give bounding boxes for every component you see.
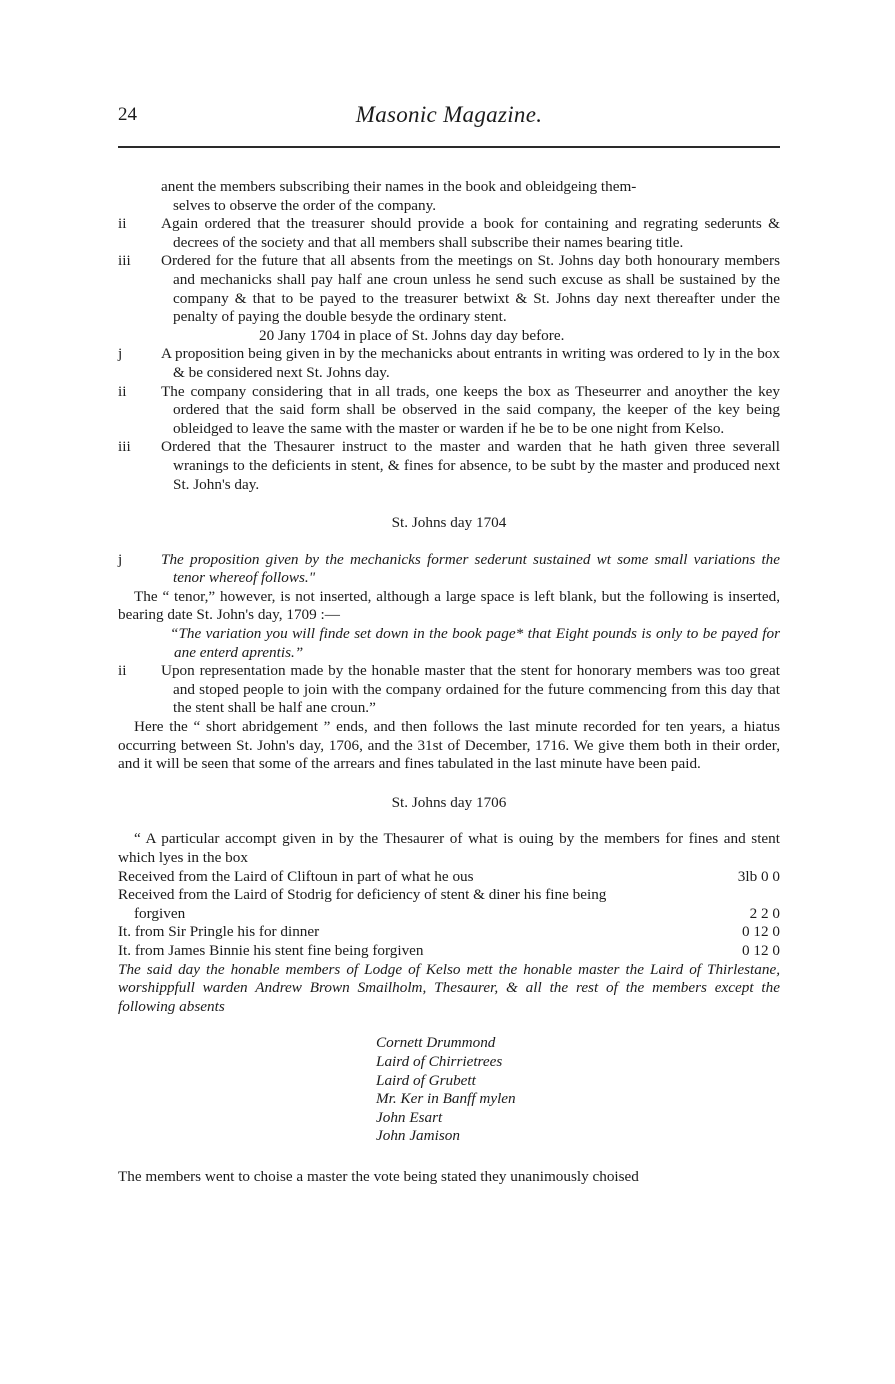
accounts-list — [118, 868, 780, 961]
page-body — [118, 178, 780, 1202]
date-line: 20 Jany 1704 in place of St. Johns day day before. — [259, 326, 565, 344]
item-text: Ordered that the Thesaurer instruct to the master and warden that he hath given three severall wranings to the deficients in stent, & fines for absence, to be subt by the master and produced next St. John's day. — [161, 438, 780, 493]
intro-line-1: anent the members subscribing their names in the book and obleidgeing them- — [161, 178, 637, 195]
quoted-variation: “The variation you will finde set down in the book page* that Eight pounds is only to be payed for ane enterd aprentis.” — [170, 625, 780, 661]
list-item — [118, 215, 780, 252]
account-text: Received from the Laird of Stodrig for deficiency of stent & diner his fine being — [118, 886, 607, 904]
abridgement-paragraph: Here the “ short abridgement ” ends, and then follows the last minute recorded for ten years, a hiatus occurring between St. John's day, 1706, and the 31st of December, 1716. We give them both in their order, and it will be seen that some of the arrears and fines tabulated in the last minute have been paid. — [118, 718, 780, 773]
item-marker: iii — [118, 252, 131, 270]
item-text: Ordered for the future that all absents from the meetings on St. Johns day both honourary members and mechanicks shall pay half ane croun unless he send such excuse as shall be sustained by the company & that to be payed to the treasurer betwixt & St. Johns day next thereafter under the penalty of paying the double besyde the ordinary stent. — [161, 252, 780, 326]
item-text: Upon representation made by the honable master that the stent for honorary members was too great and stoped people to join with the company ordained for the future commencing from this day that the stent shall be half ane croun.” — [161, 662, 780, 717]
account-row — [118, 942, 780, 961]
item-marker: ii — [118, 215, 127, 233]
absent-name: Mr. Ker in Banff mylen — [376, 1090, 516, 1108]
item-text: The proposition given by the mechanicks former sederunt sustained wt some small variations the tenor whereof follows." — [161, 550, 780, 587]
absent-name: John Esart — [376, 1108, 443, 1126]
absent-name: Laird of Chirrietrees — [376, 1052, 503, 1070]
accompt-intro: “ A particular accompt given in by the Thesaurer of what is ouing by the members for fines and stent which lyes in the box — [118, 830, 780, 866]
item-marker: ii — [118, 382, 127, 400]
intro-line-2: selves to observe the order of the company. — [173, 196, 437, 214]
item-marker: ii — [118, 662, 127, 680]
list-item — [118, 438, 780, 494]
item-text: A proposition being given in by the mechanicks about entrants in writing was ordered to ly in the box & be considered next St. Johns day. — [161, 345, 780, 381]
absents-list — [376, 1034, 780, 1146]
account-row — [118, 868, 780, 887]
magazine-title: Masonic Magazine. — [355, 102, 543, 127]
account-row — [118, 886, 780, 905]
item-marker: j — [118, 345, 123, 363]
absent-name: John Jamison — [376, 1127, 460, 1145]
section-heading-1704: St. Johns day 1704 — [391, 514, 507, 532]
absent-name: Cornett Drummond — [376, 1034, 496, 1052]
account-text: Received from the Laird of Cliftoun in part of what he ous — [118, 867, 474, 885]
header-rule — [118, 146, 780, 148]
list-item — [118, 551, 780, 588]
account-amount: 2 2 0 — [749, 904, 780, 922]
account-text: It. from Sir Pringle his for dinner — [118, 923, 320, 941]
tenor-paragraph: The “ tenor,” however, is not inserted, although a large space is left blank, but the following is inserted, bearing date St. John's day, 1709 :— — [118, 587, 780, 624]
list-item — [118, 662, 780, 718]
account-row — [118, 923, 780, 942]
item-marker: iii — [118, 438, 131, 456]
list-item — [118, 345, 780, 382]
item-text: The company considering that in all trads, one keeps the box as Theseurrer and anoyther the key ordered that the said form shall be observed in the said company, the keeper of the key being obleidged to leave the same with the master or warden if he be to be one night from Kelso. — [161, 382, 780, 437]
section-heading-1706: St. Johns day 1706 — [391, 793, 507, 811]
account-row — [118, 905, 780, 924]
final-line: The members went to choise a master the vote being stated they unanimously choised — [118, 1167, 639, 1185]
list-item — [118, 252, 780, 326]
account-amount: 3lb 0 0 — [737, 867, 780, 885]
account-amount: 0 12 0 — [742, 941, 780, 959]
account-amount: 0 12 0 — [742, 923, 780, 941]
list-item — [118, 383, 780, 439]
account-text: forgiven — [134, 904, 186, 922]
item-marker: j — [118, 550, 123, 568]
absent-name: Laird of Grubett — [376, 1071, 476, 1089]
item-text: Again ordered that the treasurer should provide a book for containing and regrating sederunts & decrees of the society and that all members shall subscribe their names bearing title. — [161, 215, 780, 251]
said-day-paragraph: The said day the honable members of Lodge of Kelso mett the honable master the Laird of Thirlestane, worshippfull warden Andrew Brown Smailholm, Thesaurer, & all the rest of the members except the following absents — [118, 960, 780, 1015]
page-number: 24 — [118, 104, 137, 125]
account-text: It. from James Binnie his stent fine being forgiven — [118, 941, 424, 959]
running-header — [118, 100, 780, 136]
